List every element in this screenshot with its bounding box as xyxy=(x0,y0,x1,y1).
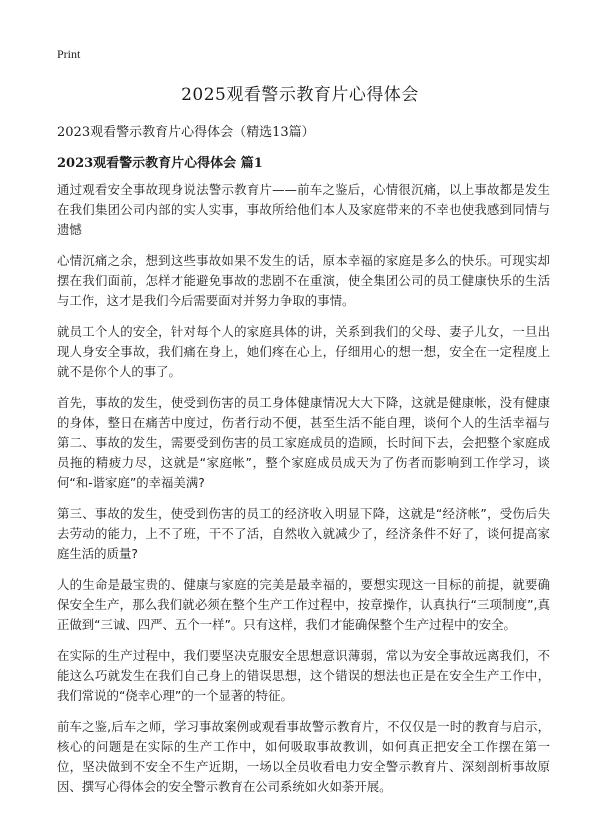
paragraph: 就员工个人的安全，针对每个人的家庭具体的讲，关系到我们的父母、妻子儿女，一旦出现人身安全事故，我们痛在身上，她们疼在心上，仔细用心的想一想，安全在一定程度上就不是你个人的事了。 xyxy=(57,324,550,379)
chapter-heading: 2023观看警示教育片心得体会 篇1 xyxy=(57,156,263,171)
document-subtitle: 2023观看警示教育片心得体会（精选13篇） xyxy=(57,125,315,140)
article-body xyxy=(57,180,550,808)
paragraph: 首先，事故的发生，使受到伤害的员工身体健康情况大大下降，这就是健康帐，没有健康的身体，整日在痛苦中度过，伤者行动不便，甚至生活不能自理，谈何个人的生活幸福与第二、事故的发生，需要受到伤害的员工家庭成员的造顾，长时间下去，会把整个家庭成员拖的精疲力尽，这就是“家庭帐”，整个家庭成员成天为了伤者而影响到工作学习，谈何“和-谐家庭”的幸福美满? xyxy=(57,395,550,490)
print-link[interactable]: Print xyxy=(57,47,81,61)
paragraph: 第三、事故的发生，使受到伤害的员工的经济收入明显下降，这就是“经济帐”，受伤后失去劳动的能力，上不了班，干不了活，自然收入就减少了，经济条件不好了，谈何提高家庭生活的质量? xyxy=(57,506,550,561)
paragraph: 心情沉痛之余，想到这些事故如果不发生的话，原本幸福的家庭是多么的快乐。可现实却摆在我们面前，怎样才能避免事故的悲剧不在重演，使全集团公司的员工健康快乐的生活与工作，这才是我们今后需要面对并努力争取的事情。 xyxy=(57,253,550,308)
page-title: 2025观看警示教育片心得体会 xyxy=(181,85,419,105)
paragraph: 在实际的生产过程中，我们要坚决克服安全思想意识薄弱，常以为安全事故远离我们，不能这么巧就发生在我们自己身上的错误思想，这个错误的想法也正是在安全生产工作中，我们常说的“侥幸心理”的一个显著的特征。 xyxy=(57,648,550,703)
paragraph: 通过观看安全事故现身说法警示教育片——前车之鉴后，心情很沉痛，以上事故都是发生在我们集团公司内部的实人实事，事故所给他们本人及家庭带来的不幸也使我感到同情与遗憾 xyxy=(57,182,550,237)
paragraph: 人的生命是最宝贵的、健康与家庭的完美是最幸福的，要想实现这一目标的前提，就要确保安全生产，那么我们就必须在整个生产工作过程中，按章操作，认真执行“三项制度”,真正做到“三诚、四严、五个一样”。只有这样，我们才能确保整个生产过程中的安全。 xyxy=(57,577,550,632)
paragraph: 前车之鉴,后车之师，学习事故案例或观看事故警示教育片，不仅仅是一时的教育与启示，核心的问题是在实际的生产工作中，如何吸取事故教训，如何真正把安全工作摆在第一位，坚决做到不安全不生产近期，一场以全员收看电力安全警示教育片、深刻剖析事故原因、撰写心得体会的安全警示教育在公司系统如火如荼开展。 xyxy=(57,719,550,794)
